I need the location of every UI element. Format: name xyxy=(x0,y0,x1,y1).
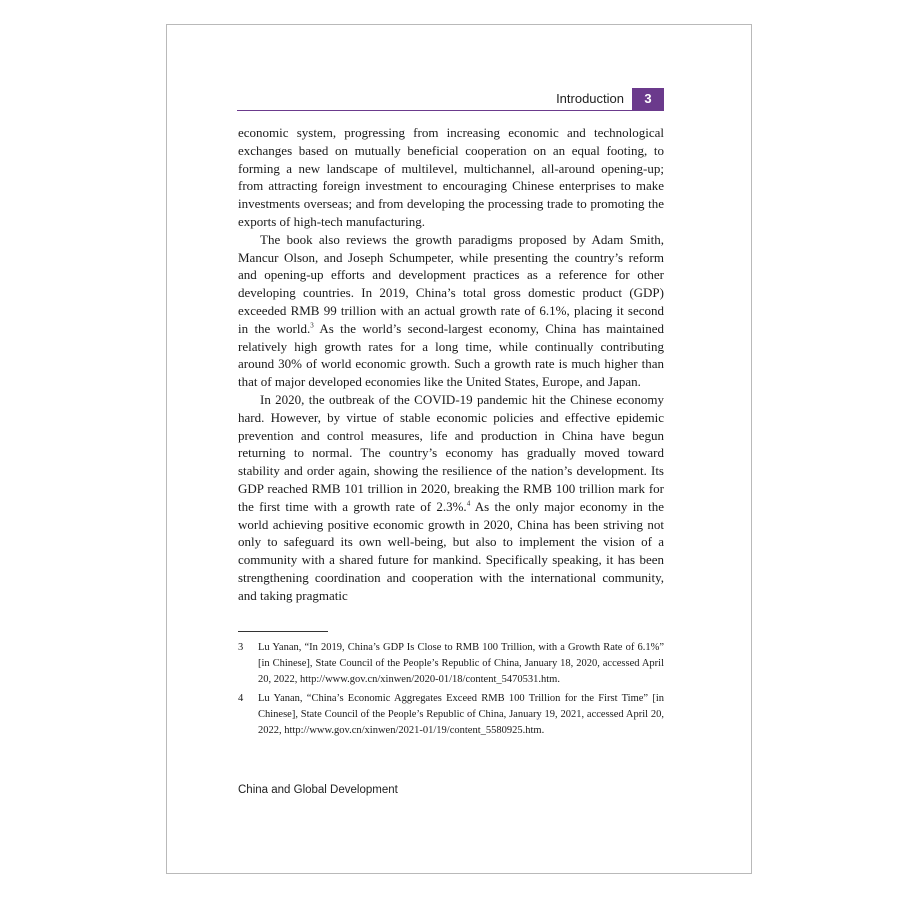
footnote-divider xyxy=(238,631,328,632)
footnote-number: 3 xyxy=(238,642,244,653)
body-text xyxy=(238,124,664,605)
footnote-text: Lu Yanan, “China’s Economic Aggregates Exceed RMB 100 Trillion for the First Time” [in Chinese], State Council of the People’s Republic of China, January 19, 2021, accessed April 20, 2022, http://www.gov.cn/xinwen/2021-01/19/content_5580925.htm. xyxy=(258,693,664,736)
footnote-ref-4[interactable]: 4 xyxy=(466,499,471,508)
running-head xyxy=(237,88,664,111)
footnotes xyxy=(238,640,664,742)
footnote-ref-3[interactable]: 3 xyxy=(310,321,314,330)
footnote-text: Lu Yanan, “In 2019, China’s GDP Is Close to RMB 100 Trillion, with a Growth Rate of 6.1%” [in Chinese], State Council of the People’s Republic of China, January 18, 2020, accessed April 20, 2022, http://www.gov.cn/xinwen/2020-01/18/content_5470531.htm. xyxy=(258,642,664,685)
footnote-number: 4 xyxy=(238,693,244,704)
paragraph-2-text-b: As the world’s second-largest economy, China has maintained relatively high growth rates for a long time, while continually contributing around 30% of world economic growth. Such a growth rate is much higher than that of major developed economies like the United States, Europe, and Japan. xyxy=(238,320,665,390)
paragraph-2 xyxy=(238,231,664,391)
page-number: 3 xyxy=(632,88,664,110)
book-title-footer: China and Global Development xyxy=(238,784,398,796)
paragraph-3-text-a: In 2020, the outbreak of the COVID-19 pandemic hit the Chinese economy hard. However, by virtue of stable economic policies and effective epidemic prevention and control measures, life and production in China have begun returning to normal. The country’s economy has gradually moved toward stability and order again, showing the resilience of the nation’s development. Its GDP reached RMB 101 trillion in 2020, breaking the RMB 100 trillion mark for the first time with a growth rate of 2.3%. xyxy=(238,391,664,514)
footnote-4 xyxy=(238,691,664,739)
chapter-title: Introduction xyxy=(556,91,624,106)
paragraph-3 xyxy=(238,391,664,605)
paragraph-3-text-b: As the only major economy in the world achieving positive economic growth in 2020, China has been striving not only to safeguard its own well-being, but also to implement the vision of a community with a shared future for mankind. Specifically speaking, it has been strengthening coordination and cooperation with the international community, and taking pragmatic xyxy=(238,498,664,603)
paragraph-2-text-a: The book also reviews the growth paradigms proposed by Adam Smith, Mancur Olson, and Joseph Schumpeter, while presenting the country’s reform and opening-up efforts and development practices as a reference for other developing countries. In 2019, China’s total gross domestic product (GDP) exceeded RMB 99 trillion with an actual growth rate of 6.1%, placing it second in the world. xyxy=(238,231,664,336)
footnote-3 xyxy=(238,640,664,688)
paragraph-1: economic system, progressing from increasing economic and technological exchanges based on mutually beneficial cooperation on an equal footing, to forming a new landscape of multilevel, multichannel, all-around opening-up; from attracting foreign investment to encouraging Chinese enterprises to make investments overseas; and from developing the processing trade to promoting the exports of high-tech manufacturing. xyxy=(238,125,664,229)
